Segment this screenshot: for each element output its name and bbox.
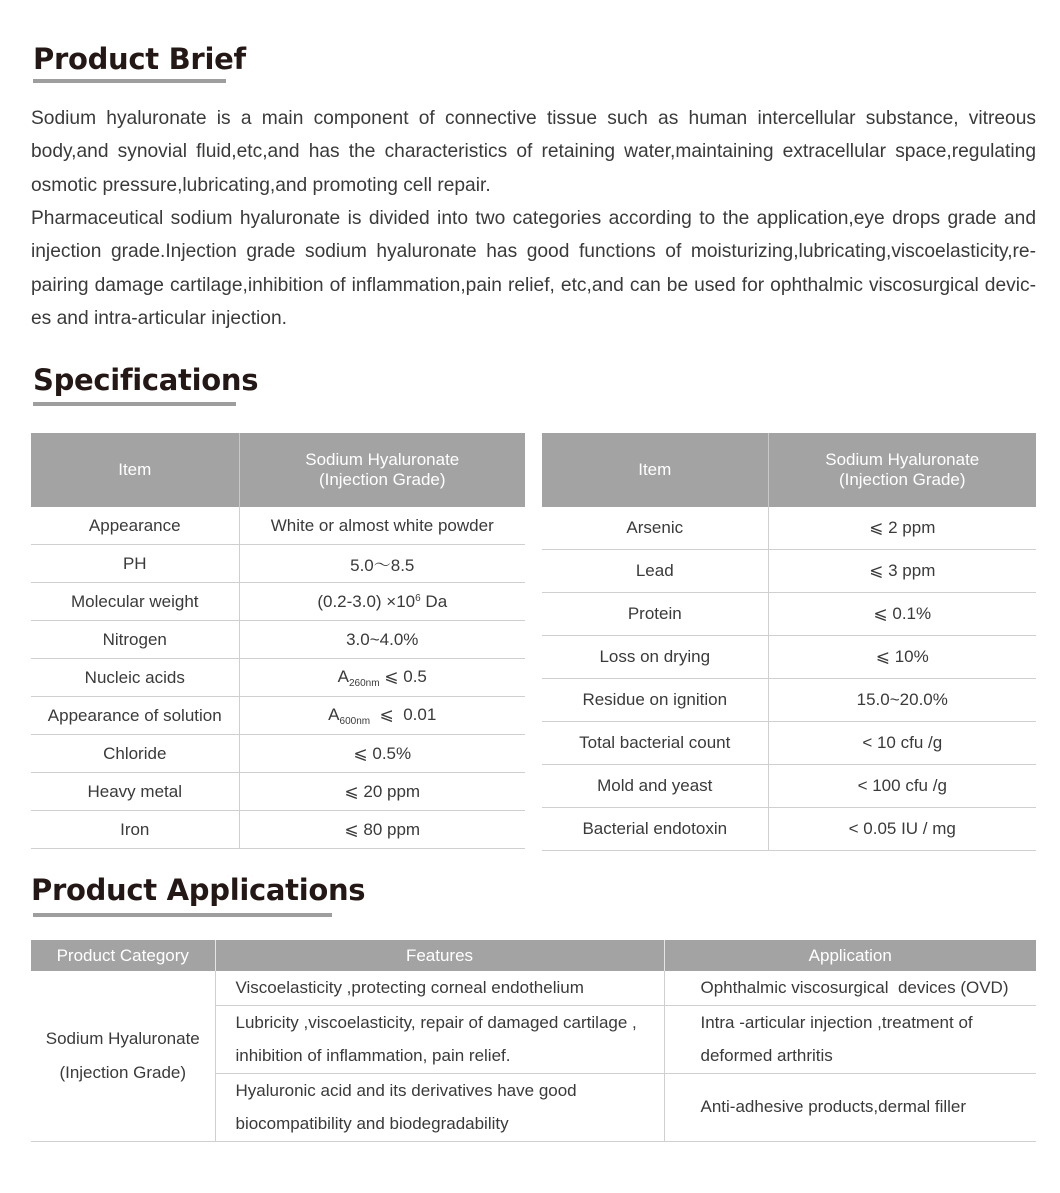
- spec-value-main: (0.2-3.0) ×10: [317, 591, 416, 611]
- table-row: [31, 583, 525, 621]
- product-brief-heading: Product Brief: [33, 42, 246, 76]
- spec-value: < 100 cfu /g: [768, 765, 1036, 808]
- spec-value: 15.0~20.0%: [768, 679, 1036, 722]
- spec-value: ⩽ 0.5%: [239, 735, 525, 773]
- specifications-table-right: [542, 433, 1036, 851]
- spec-product-header: [768, 433, 1036, 507]
- product-brief-underline: [33, 79, 226, 83]
- category-line1: Sodium Hyaluronate: [45, 1029, 200, 1049]
- table-row: [31, 659, 525, 697]
- applications-table: [31, 940, 1036, 1142]
- spec-item: Nitrogen: [31, 621, 239, 659]
- table-row: [542, 593, 1036, 636]
- spec-item: Chloride: [31, 735, 239, 773]
- spec-product-header-line2: (Injection Grade): [838, 470, 966, 489]
- spec-item: Lead: [542, 550, 768, 593]
- table-row: [542, 507, 1036, 550]
- features-header: Features: [215, 940, 664, 971]
- spec-value: [239, 697, 525, 735]
- table-row: [31, 621, 525, 659]
- spec-item: Nucleic acids: [31, 659, 239, 697]
- spec-value: [239, 583, 525, 621]
- table-row: [542, 679, 1036, 722]
- spec-value: < 10 cfu /g: [768, 722, 1036, 765]
- spec-item-header: Item: [542, 433, 768, 507]
- category-header: Product Category: [31, 940, 215, 971]
- spec-item: Bacterial endotoxin: [542, 808, 768, 851]
- table-row: [542, 765, 1036, 808]
- features-cell: Viscoelasticity ,protecting corneal endothelium: [215, 971, 664, 1005]
- spec-value: 3.0~4.0%: [239, 621, 525, 659]
- spec-value: White or almost white powder: [239, 507, 525, 545]
- product-applications-underline: [33, 913, 332, 917]
- table-row: [31, 735, 525, 773]
- product-category-cell: [31, 971, 215, 1141]
- table-row: [31, 697, 525, 735]
- spec-value-subscript: 600nm: [339, 715, 371, 727]
- spec-value-exponent: 6: [415, 592, 421, 604]
- table-row: [542, 722, 1036, 765]
- spec-value: ⩽ 10%: [768, 636, 1036, 679]
- spec-value: ⩽ 0.1%: [768, 593, 1036, 636]
- table-row: [542, 550, 1036, 593]
- spec-value: 5.0～8.5: [239, 545, 525, 583]
- spec-item: Residue on ignition: [542, 679, 768, 722]
- applications-header-row: [31, 940, 1036, 971]
- table-row: [542, 636, 1036, 679]
- spec-value-main: A: [328, 704, 340, 724]
- spec-header-row: [542, 433, 1036, 507]
- brief-paragraph-1: Sodium hyaluronate is a main component of connective tissue such as human intercellular substance, vitreous body,and synovial fluid,etc,and has the characteristics of retaining water,maintaining extracellular space,regulating osmotic pressure,lubricating,and promoting cell repair.: [31, 108, 1036, 196]
- table-row: [31, 971, 1036, 1005]
- table-row: [542, 808, 1036, 851]
- spec-value-main: A: [337, 666, 349, 686]
- spec-item: Iron: [31, 811, 239, 849]
- table-row: [31, 507, 525, 545]
- spec-value-subscript: 260nm: [348, 677, 380, 689]
- spec-item: Molecular weight: [31, 583, 239, 621]
- application-header: Application: [664, 940, 1036, 971]
- application-cell: Intra -articular injection ,treatment of deformed arthritis: [664, 1005, 1036, 1073]
- specifications-underline: [33, 402, 236, 406]
- category-line2: (Injection Grade): [59, 1062, 187, 1082]
- spec-value: < 0.05 IU / mg: [768, 808, 1036, 851]
- spec-value: ⩽ 20 ppm: [239, 773, 525, 811]
- application-cell: Ophthalmic viscosurgical devices (OVD): [664, 971, 1036, 1005]
- spec-item-header: Item: [31, 433, 239, 507]
- spec-product-header-line1: Sodium Hyaluronate: [825, 450, 980, 469]
- spec-item: Appearance: [31, 507, 239, 545]
- spec-value: ⩽ 2 ppm: [768, 507, 1036, 550]
- spec-value: ⩽ 3 ppm: [768, 550, 1036, 593]
- spec-item: Mold and yeast: [542, 765, 768, 808]
- product-applications-heading: Product Applications: [31, 873, 366, 907]
- specifications-heading: Specifications: [33, 363, 259, 397]
- features-cell: Hyaluronic acid and its derivatives have good biocompatibility and biodegradability: [215, 1073, 664, 1141]
- brief-paragraph-2: Pharmaceutical sodium hyaluronate is divided into two categories according to the application,eye drops grade and injection grade.Injection grade sodium hyaluronate has good functions of moisturizing,lubricating,viscoelasticity,re-pairing damage cartilage,inhibition of inflammation,pain relief, etc,and can be used for ophthalmic viscosurgical devic-es and intra-articular injection.: [31, 208, 1036, 330]
- spec-item: Protein: [542, 593, 768, 636]
- spec-product-header-line2: (Injection Grade): [318, 470, 446, 489]
- features-cell: Lubricity ,viscoelasticity, repair of damaged cartilage , inhibition of inflammation, pain relief.: [215, 1005, 664, 1073]
- spec-product-header: [239, 433, 525, 507]
- table-row: [31, 545, 525, 583]
- spec-header-row: [31, 433, 525, 507]
- specifications-table-left: [31, 433, 525, 849]
- spec-item: Loss on drying: [542, 636, 768, 679]
- spec-item: Appearance of solution: [31, 697, 239, 735]
- spec-item: PH: [31, 545, 239, 583]
- spec-value: [239, 659, 525, 697]
- spec-value: ⩽ 80 ppm: [239, 811, 525, 849]
- spec-value-limit: ⩽ 0.01: [370, 704, 437, 724]
- spec-item: Total bacterial count: [542, 722, 768, 765]
- table-row: [31, 811, 525, 849]
- spec-item: Arsenic: [542, 507, 768, 550]
- application-cell: Anti-adhesive products,dermal filler: [664, 1073, 1036, 1141]
- spec-value-unit: Da: [420, 591, 448, 611]
- spec-product-header-line1: Sodium Hyaluronate: [305, 450, 460, 469]
- table-row: [31, 773, 525, 811]
- spec-item: Heavy metal: [31, 773, 239, 811]
- spec-value-limit: ⩽ 0.5: [379, 666, 427, 686]
